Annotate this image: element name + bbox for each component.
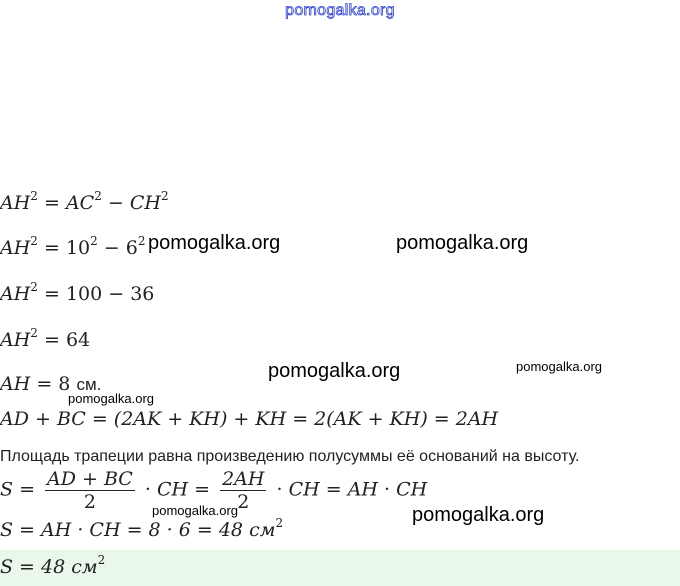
watermark: pomogalka.org <box>68 391 154 406</box>
watermark: pomogalka.org <box>516 359 602 374</box>
fraction-2: $\frac{2AH}{2}$ <box>222 468 265 513</box>
explanation-text: Площадь трапеции равна произведению полусуммы её оснований на высоту. <box>0 448 580 465</box>
watermark: pomogalka.org <box>148 232 281 254</box>
formula-line-4: $AH^2 = 64$ <box>0 326 91 351</box>
formula-line-area: S = $\frac{AD + BC}{2}$ · CH = $\frac{2AH}{2}$ · CH = AH · CH <box>0 468 428 513</box>
watermark: pomogalka.org <box>152 503 238 518</box>
formula-line-result: S = AH · CH = 8 · 6 = 48 $см^2$ <box>0 516 284 541</box>
formula-line-3: $AH^2 = 100 - 36$ <box>0 280 155 305</box>
watermark: pomogalka.org <box>268 360 401 382</box>
formula-line-5: AH = 8 см. <box>0 373 102 395</box>
watermark: pomogalka.org <box>396 232 529 254</box>
watermark-top: pomogalka.org <box>285 2 395 19</box>
formula-line-6: AD + BC = (2AK + KH) + KH = 2(AK + KH) = 2AH <box>0 408 499 430</box>
watermark: pomogalka.org <box>412 504 545 526</box>
fraction-1: $\frac{AD + BC}{2}$ <box>47 468 133 513</box>
formula-line-2: $AH^2 = 10^2 - 6^2$ <box>0 234 146 259</box>
formula-line-1: $AH^2 = AC^2 - CH^2$ <box>0 189 169 214</box>
answer-line: S = 48 $см^2$ <box>0 553 106 578</box>
